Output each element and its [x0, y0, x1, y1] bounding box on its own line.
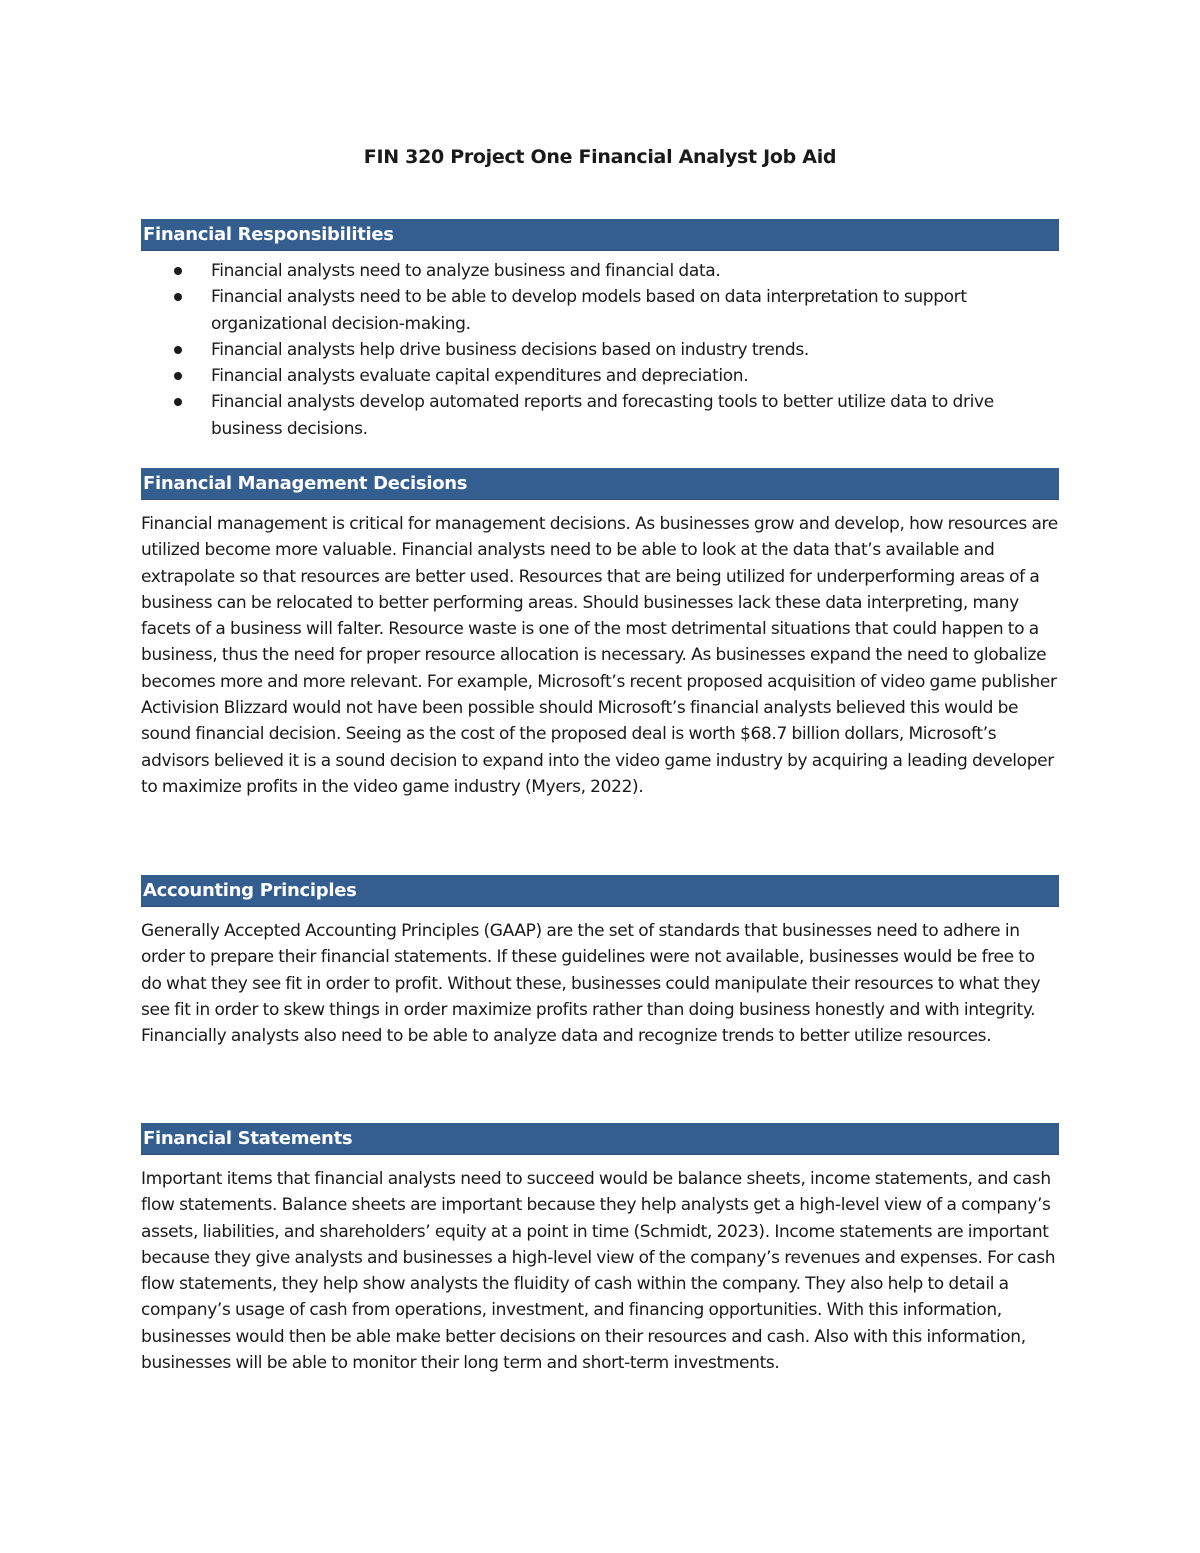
bullet-icon — [174, 346, 182, 354]
bullet-item — [141, 363, 1059, 389]
bullet-item — [141, 389, 1059, 442]
section-paragraph: Generally Accepted Accounting Principles (GAAP) are the set of standards that businesses need to adhere in order to prepare their financial statements. If these guidelines were not available, businesses would be free to do what they see fit in order to profit. Without these, businesses could manipulate their resources to what they see fit in order to skew things in order maximize profits rather than doing business honestly and with integrity. Financially analysts also need to be able to analyze data and recognize trends to better utilize resources. — [141, 921, 1041, 1047]
bullet-text: Financial analysts need to be able to develop models based on data interpretation to support organizational decision-making. — [211, 287, 967, 334]
section-financial-statements — [141, 1123, 1059, 1376]
bullet-item — [141, 284, 1059, 337]
section-paragraph: Important items that financial analysts need to succeed would be balance sheets, income statements, and cash flow statements. Balance sheets are important because they help analysts get a high-level view of a company’s assets, liabilities, and shareholders’ equity at a point in time (Schmidt, 2023). Income statements are important because they give analysts and businesses a high-level view of the company’s revenues and expenses. For cash flow statements, they help show analysts the fluidity of cash within the company. They also help to detail a company’s usage of cash from operations, investment, and financing opportunities. With this information, businesses would then be able make better decisions on their resources and cash. Also with this information, businesses will be able to monitor their long term and short-term investments. — [141, 1169, 1056, 1374]
bullet-text: Financial analysts help drive business decisions based on industry trends. — [211, 339, 809, 360]
section-heading: Financial Statements — [141, 1123, 1059, 1155]
bullet-item — [141, 258, 1059, 284]
bullet-icon — [174, 372, 182, 380]
bullet-text: Financial analysts evaluate capital expenditures and depreciation. — [211, 366, 749, 387]
section-financial-management-decisions — [141, 468, 1059, 800]
bullet-list — [141, 258, 1059, 442]
bullet-text: Financial analysts need to analyze business and financial data. — [211, 261, 721, 281]
section-financial-responsibilities — [141, 219, 1059, 442]
section-accounting-principles — [141, 875, 1059, 1049]
bullet-icon — [174, 267, 182, 275]
document-title: FIN 320 Project One Financial Analyst Job Aid — [363, 146, 837, 168]
section-heading: Financial Responsibilities — [141, 219, 1059, 251]
section-heading: Accounting Principles — [141, 875, 1059, 907]
section-paragraph: Financial management is critical for management decisions. As businesses grow and develop, how resources are utilized become more valuable. Financial analysts need to be able to look at the data that’s available and extrapolate so that resources are better used. Resources that are being utilized for underperforming areas of a business can be relocated to better performing areas. Should businesses lack these data interpreting, many facets of a business will falter. Resource waste is one of the most detrimental situations that could happen to a business, thus the need for proper resource allocation is necessary. As businesses expand the need to globalize becomes more and more relevant. For example, Microsoft’s recent proposed acquisition of video game publisher Activision Blizzard would not have been possible should Microsoft’s financial analysts believed this would be sound financial decision. Seeing as the cost of the proposed deal is worth $68.7 billion dollars, Microsoft’s advisors believed it is a sound decision to expand into the video game industry by acquiring a leading developer to maximize profits in the video game industry (Myers, 2022). — [141, 514, 1058, 797]
section-heading: Financial Management Decisions — [141, 468, 1059, 500]
bullet-icon — [174, 398, 182, 406]
bullet-icon — [174, 293, 182, 301]
bullet-item — [141, 337, 1059, 363]
bullet-text: Financial analysts develop automated reports and forecasting tools to better utilize data to drive business decisions. — [211, 392, 994, 439]
